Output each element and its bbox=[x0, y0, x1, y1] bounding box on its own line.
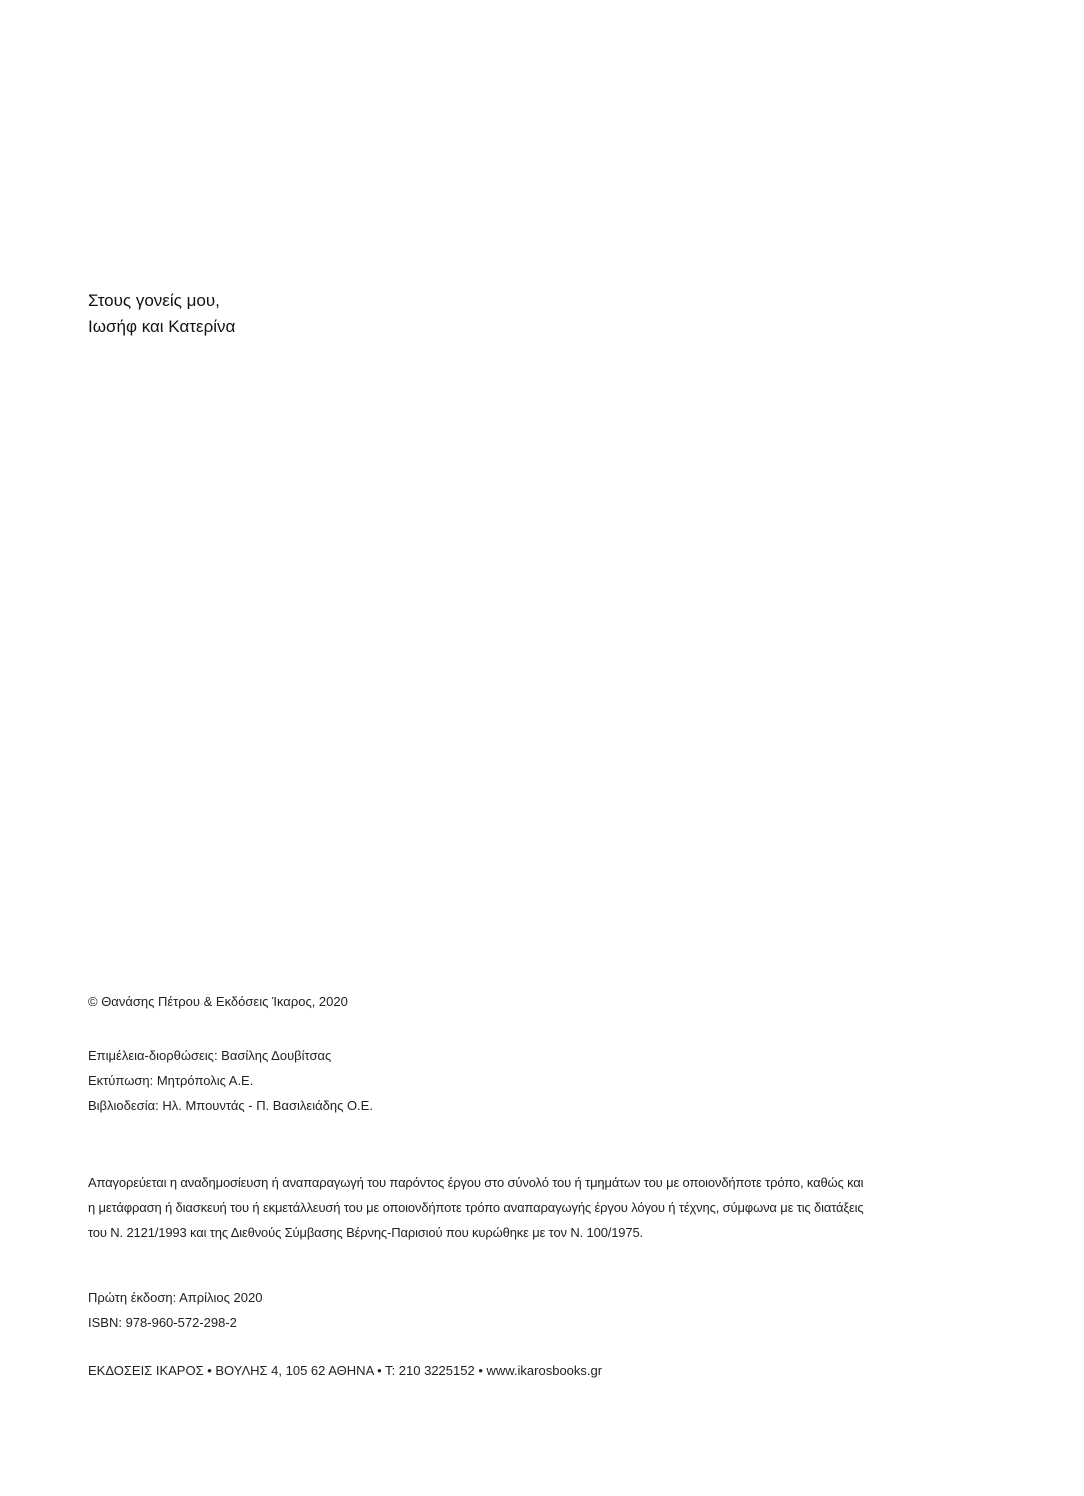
rights-notice-line: Απαγορεύεται η αναδημοσίευση ή αναπαραγωγή του παρόντος έργου στο σύνολό του ή τμημάτων του με οποιονδήποτε τρόπο, καθώς και bbox=[88, 1175, 864, 1190]
rights-notice-line: του Ν. 2121/1993 και της Διεθνούς Σύμβασης Βέρνης-Παρισιού που κυρώθηκε με τον Ν. 100/1975. bbox=[88, 1225, 644, 1240]
first-edition: Πρώτη έκδοση: Απρίλιος 2020 bbox=[88, 1290, 263, 1305]
publisher-info: ΕΚΔΟΣΕΙΣ ΙΚΑΡΟΣ • ΒΟΥΛΗΣ 4, 105 62 ΑΘΗΝΑ • Τ: 210 3225152 • www.ikarosbooks.gr bbox=[88, 1363, 603, 1378]
editing-credit: Επιμέλεια-διορθώσεις: Βασίλης Δουβίτσας bbox=[88, 1048, 332, 1063]
rights-notice bbox=[88, 1170, 998, 1245]
dedication-line: Ιωσήφ και Κατερίνα bbox=[88, 317, 236, 336]
binding-credit: Βιβλιοδεσία: Ηλ. Μπουντάς - Π. Βασιλειάδης Ο.Ε. bbox=[88, 1098, 373, 1113]
printing-credit: Εκτύπωση: Μητρόπολις Α.Ε. bbox=[88, 1073, 254, 1088]
edition-info bbox=[88, 1285, 998, 1335]
dedication-line: Στους γονείς μου, bbox=[88, 291, 220, 310]
dedication bbox=[88, 288, 235, 340]
rights-notice-line: η μετάφραση ή διασκευή του ή εκμετάλλευσή του με οποιονδήποτε τρόπο αναπαραγωγής έργου λόγου ή τέχνης, σύμφωνα με τις διατάξεις bbox=[88, 1200, 864, 1215]
copyright-notice: © Θανάσης Πέτρου & Εκδόσεις Ίκαρος, 2020 bbox=[88, 994, 348, 1009]
isbn: ISBN: 978-960-572-298-2 bbox=[88, 1315, 237, 1330]
production-credits bbox=[88, 1043, 998, 1118]
